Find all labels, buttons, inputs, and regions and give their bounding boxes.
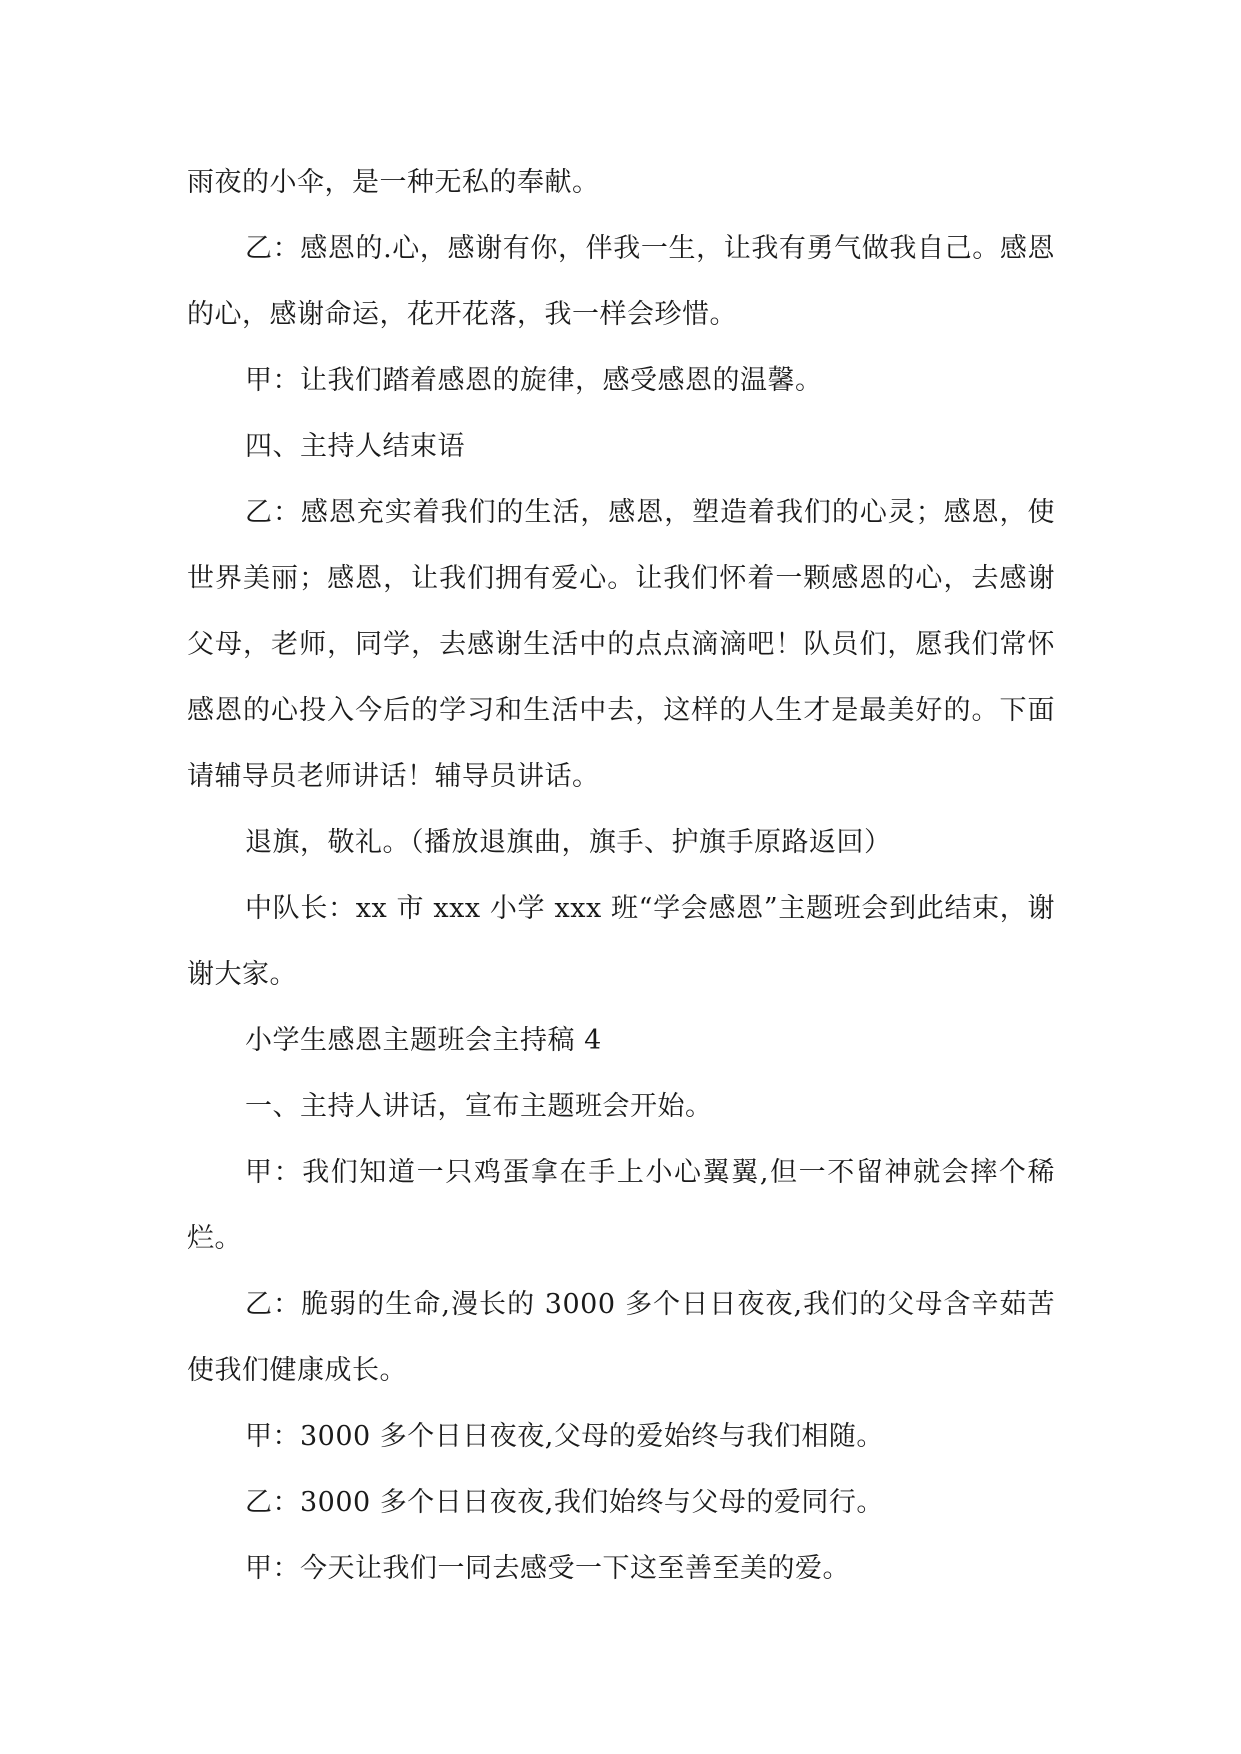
paragraph-jia-today: 甲：今天让我们一同去感受一下这至善至美的爱。 [245, 1553, 850, 1584]
paragraph-yi-closing-speech: 乙：感恩充实着我们的生活，感恩，塑造着我们的心灵；感恩，使世界美丽；感恩，让我们拥有爱心。让我们怀着一颗感恩的心，去感谢父母，老师，同学，去感谢生活中的点点滴滴吧！队员们，愿我们常怀感恩的心投入今后的学习和生活中去，这样的人生才是最美好的。下面请辅导员老师讲话！辅导员讲话。 [187, 497, 1055, 792]
paragraph-yi-3000-days: 乙：3000 多个日日夜夜,我们始终与父母的爱同行。 [245, 1487, 884, 1518]
document-body [187, 150, 1055, 1602]
paragraph-jia-egg: 甲：我们知道一只鸡蛋拿在手上小心翼翼,但一不留神就会摔个稀烂。 [187, 1157, 1055, 1254]
section-heading-opening: 一、主持人讲话，宣布主题班会开始。 [245, 1091, 713, 1122]
paragraph-jia-melody: 甲：让我们踏着感恩的旋律，感受感恩的温馨。 [245, 365, 823, 396]
paragraph-continuation: 雨夜的小伞，是一种无私的奉献。 [187, 167, 600, 198]
section-title-script-4: 小学生感恩主题班会主持稿 4 [245, 1025, 602, 1056]
paragraph-yi-fragile-life: 乙：脆弱的生命,漫长的 3000 多个日日夜夜,我们的父母含辛茹苦使我们健康成长。 [187, 1289, 1055, 1386]
section-heading-closing: 四、主持人结束语 [245, 431, 465, 462]
paragraph-squad-leader: 中队长：xx 市 xxx 小学 xxx 班“学会感恩”主题班会到此结束，谢谢大家。 [187, 893, 1055, 990]
paragraph-flag-retreat: 退旗，敬礼。（播放退旗曲，旗手、护旗手原路返回） [245, 827, 892, 858]
paragraph-yi-grateful-heart: 乙：感恩的.心，感谢有你，伴我一生，让我有勇气做我自己。感恩的心，感谢命运，花开花落，我一样会珍惜。 [187, 233, 1055, 330]
paragraph-jia-3000-days: 甲：3000 多个日日夜夜,父母的爱始终与我们相随。 [245, 1421, 884, 1452]
